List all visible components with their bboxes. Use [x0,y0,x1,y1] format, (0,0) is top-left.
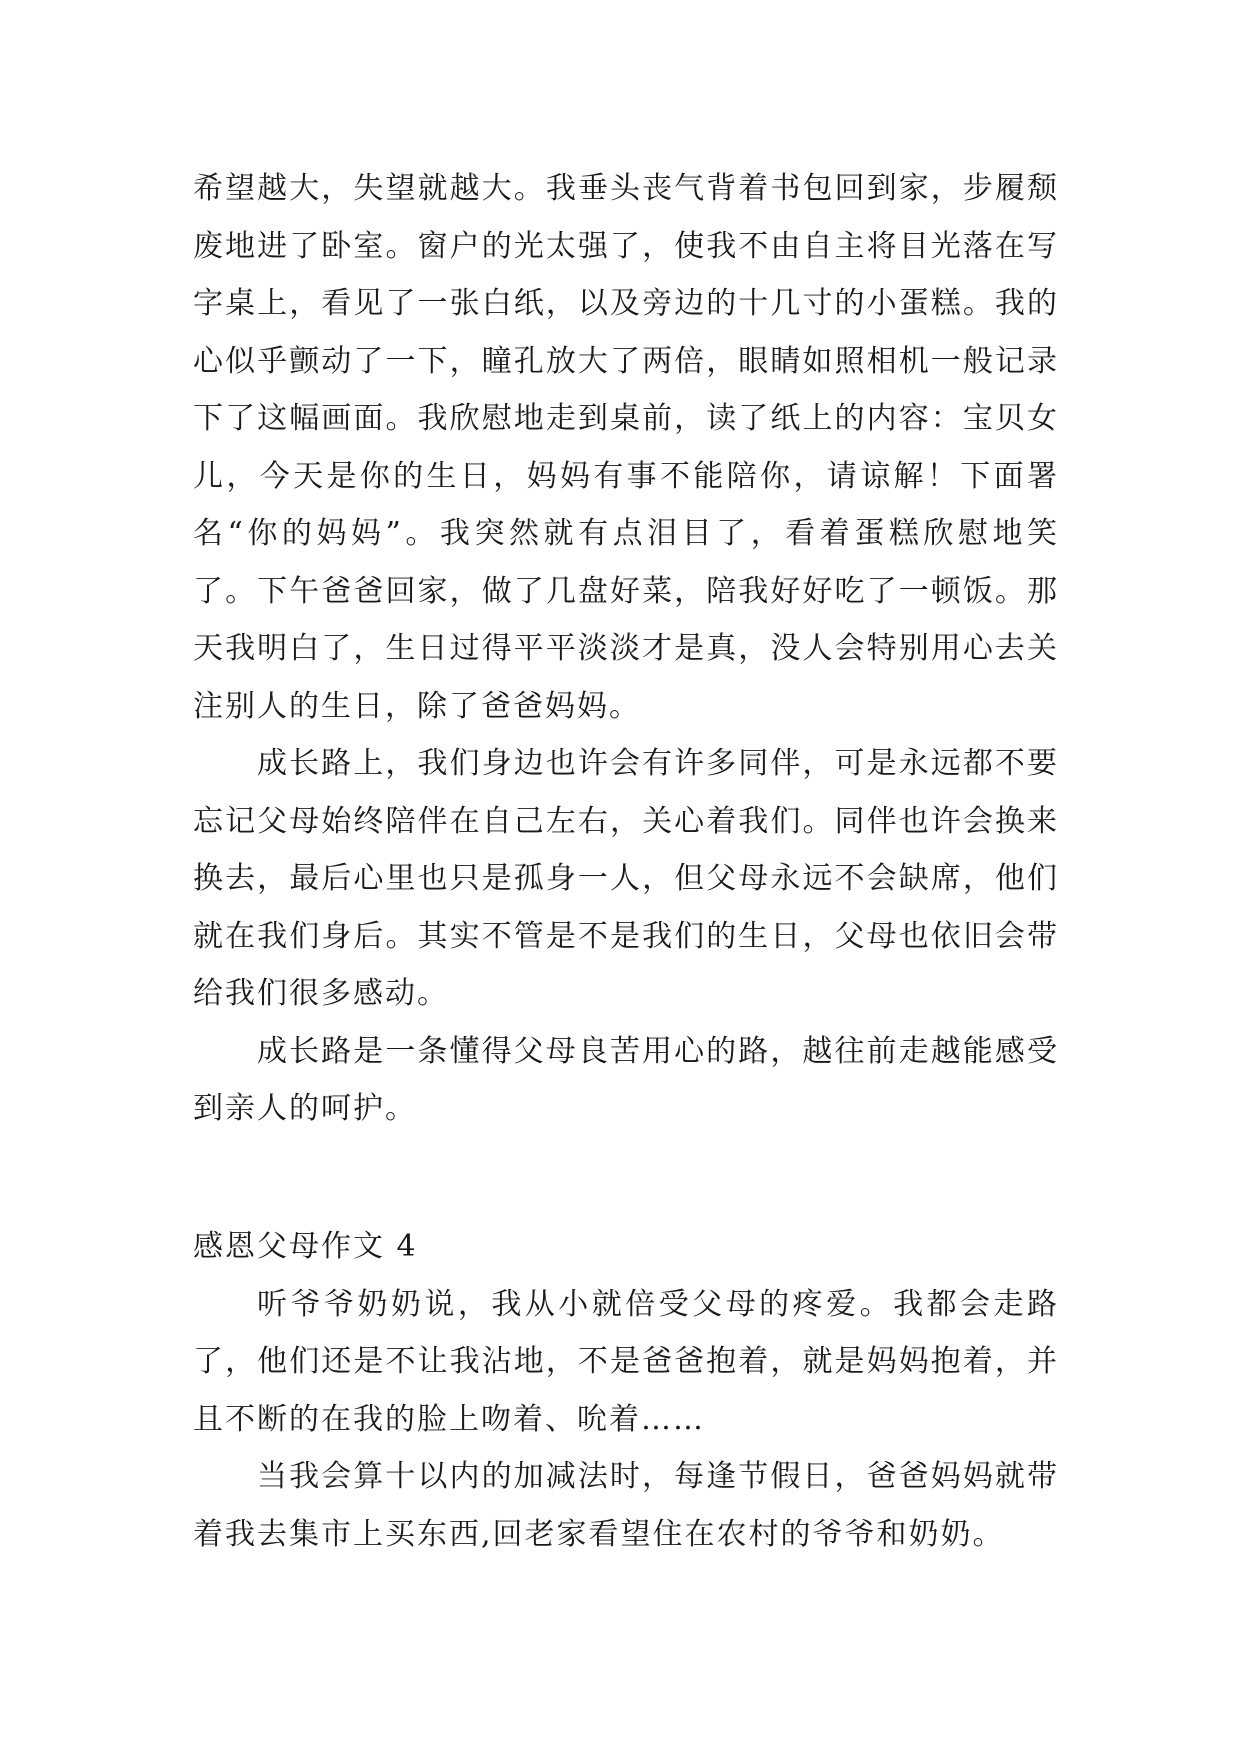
paragraph-birthday-story: 希望越大，失望就越大。我垂头丧气背着书包回到家，步履颓废地进了卧室。窗户的光太强了，使我不由自主将目光落在写字桌上，看见了一张白纸，以及旁边的十几寸的小蛋糕。我的心似乎颤动了一下，瞳孔放大了两倍，眼睛如照相机一般记录下了这幅画面。我欣慰地走到桌前，读了纸上的内容：宝贝女儿，今天是你的生日，妈妈有事不能陪你，请谅解！下面署名“你的妈妈”。我突然就有点泪目了，看着蛋糕欣慰地笑了。下午爸爸回家，做了几盘好菜，陪我好好吃了一顿饭。那天我明白了，生日过得平平淡淡才是真，没人会特别用心去关注别人的生日，除了爸爸妈妈。 [193,171,1059,724]
paragraph-childhood-love: 听爷爷奶奶说，我从小就倍受父母的疼爱。我都会走路了，他们还是不让我沾地，不是爸爸抱着，就是妈妈抱着，并且不断的在我的脸上吻着、吮着…… [193,1286,1059,1437]
paragraph-growth-companions: 成长路上，我们身边也许会有许多同伴，可是永远都不要忘记父母始终陪伴在自己左右，关心着我们。同伴也许会换来换去，最后心里也只是孤身一人，但父母永远不会缺席，他们就在我们身后。其实不管是不是我们的生日，父母也依旧会带给我们很多感动。 [193,746,1059,1011]
essay-title: 感恩父母作文 4 [193,1229,418,1264]
paragraph-holiday-visits: 当我会算十以内的加减法时，每逢节假日，爸爸妈妈就带着我去集市上买东西,回老家看望住在农村的爷爷和奶奶。 [193,1459,1059,1552]
essay-continuation [193,160,1059,1138]
paragraph-growth-road: 成长路是一条懂得父母良苦用心的路，越往前走越能感受到亲人的呵护。 [193,1033,1059,1126]
essay-4 [193,1218,1059,1563]
